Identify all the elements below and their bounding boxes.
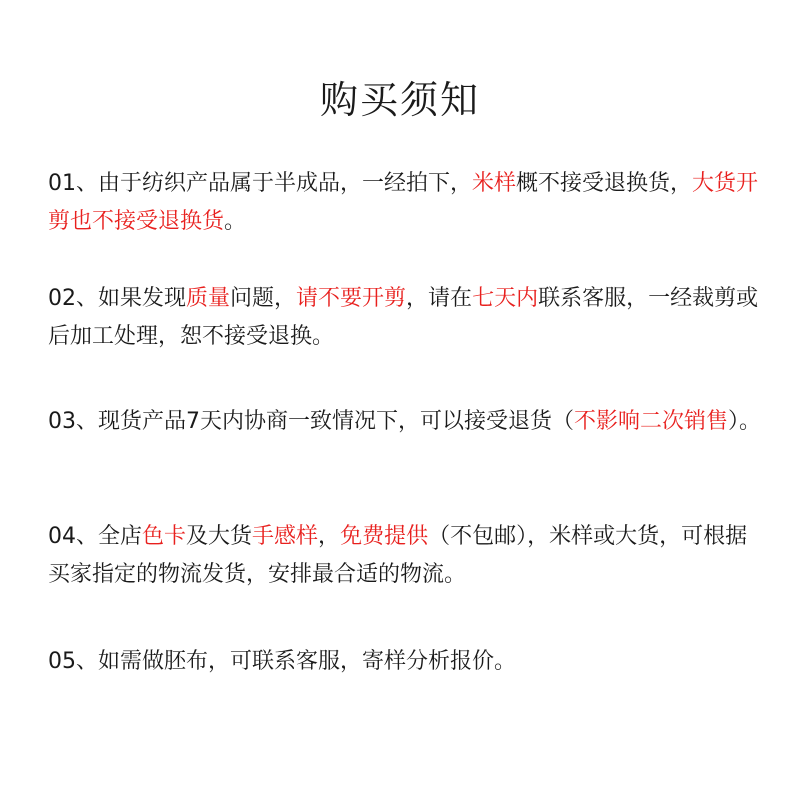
notice-highlight: 米样 — [472, 171, 517, 196]
notice-text: 02、如果发现 — [48, 286, 186, 311]
notice-highlight: 大货开剪也不接受退换货 — [48, 171, 759, 234]
notice-highlight: 色卡 — [142, 524, 187, 549]
notice-highlight: 不影响二次销售 — [574, 409, 729, 434]
page-title: 购买须知 — [319, 78, 480, 122]
notice-item-3 — [48, 403, 768, 441]
notice-text: （不包邮），米样或大货，可根据买家指定的物流发货，安排最合适的物流。 — [48, 524, 748, 587]
notice-item-4 — [48, 518, 768, 594]
notice-highlight: 手感样 — [252, 524, 319, 549]
notice-text: 概不接受退换货， — [516, 171, 693, 196]
notice-highlight: 七天内 — [472, 286, 539, 311]
notice-text: ，请在 — [406, 286, 473, 311]
notice-text: 05、如需做胚布，可联系客服，寄样分析报价。 — [48, 649, 516, 674]
notice-text: ）。 — [728, 409, 762, 434]
notice-highlight: 质量 — [186, 286, 231, 311]
notice-item-1 — [48, 165, 768, 241]
notice-item-2 — [48, 280, 768, 356]
notice-text: 联系客服，一经裁剪或后加工处理，恕不接受退换。 — [48, 286, 759, 349]
notice-text: 03、现货产品7天内协商一致情况下，可以接受退货（ — [48, 409, 574, 434]
notice-text: 。 — [224, 209, 247, 234]
notice-highlight: 请不要开剪 — [296, 286, 407, 311]
notice-text: 04、全店 — [48, 524, 142, 549]
notice-text: ， — [318, 524, 341, 549]
notice-highlight: 免费提供 — [340, 524, 429, 549]
notice-text: 及大货 — [186, 524, 253, 549]
notice-text: 问题， — [230, 286, 297, 311]
notice-text: 01、由于纺织产品属于半成品，一经拍下， — [48, 171, 472, 196]
notice-item-5 — [48, 643, 768, 681]
